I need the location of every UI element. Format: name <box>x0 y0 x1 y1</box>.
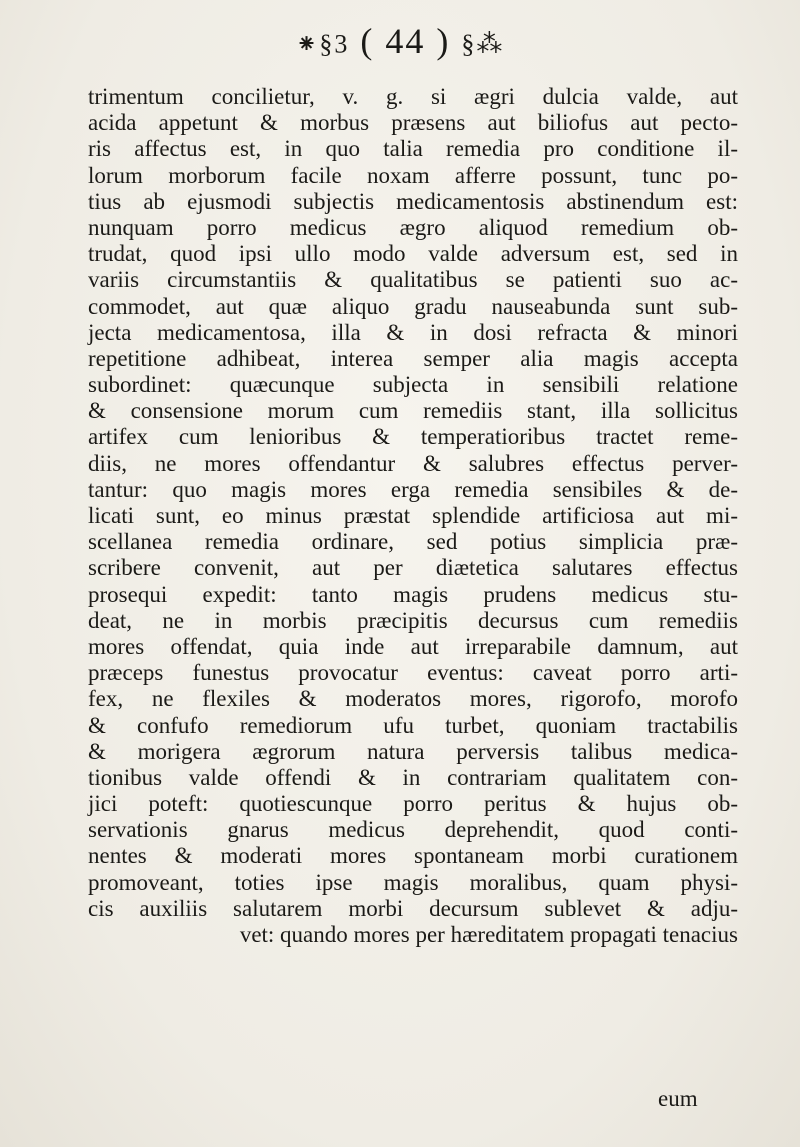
text-line: scribere convenit, aut per diætetica salutares effectus <box>88 555 738 581</box>
text-line: prosequi expedit: tanto magis prudens medicus stu- <box>88 581 738 607</box>
text-line: jecta medicamentosa, illa & in dosi refracta & minori <box>88 319 738 345</box>
text-line: trimentum concilietur, v. g. si ægri dulcia valde, aut <box>88 84 738 109</box>
text-line: subordinet: quæcunque subjecta in sensibili relatione <box>88 372 738 398</box>
left-ornament: ⁕§3 <box>295 29 350 59</box>
text-line: cis auxiliis salutarem morbi decursum sublevet & adju- <box>88 895 738 921</box>
text-line: lorum morborum facile noxam afferre possunt, tunc po- <box>88 162 738 188</box>
text-line: artifex cum lenioribus & temperatioribus tractet reme- <box>88 424 738 450</box>
text-line: tius ab ejusmodi subjectis medicamentosis abstinendum est: <box>88 188 738 214</box>
text-line: & consensione morum cum remediis stant, illa sollicitus <box>88 398 738 424</box>
catchword: eum <box>658 1086 698 1111</box>
text-line: deat, ne in morbis præcipitis decursus cum remediis <box>88 607 738 633</box>
text-line: mores offendat, quia inde aut irreparabile damnum, aut <box>88 633 738 659</box>
text-line: nentes & moderati mores spontaneam morbi curationem <box>88 843 738 869</box>
text-line: scellanea remedia ordinare, sed potius simplicia præ- <box>88 529 738 555</box>
text-line: licati sunt, eo minus præstat splendide artificiosa aut mi- <box>88 503 738 528</box>
text-line: & morigera ægrorum natura perversis talibus medica- <box>88 738 738 764</box>
text-line: jici poteft: quotiescunque porro peritus & hujus ob- <box>88 791 738 817</box>
text-line: tantur: quo magis mores erga remedia sensibiles & de- <box>88 476 738 502</box>
text-line: promoveant, toties ipse magis moralibus, quam physi- <box>88 869 738 895</box>
text-line: variis circumstantiis & qualitatibus se patienti suo ac- <box>88 267 738 293</box>
text-line: acida appetunt & morbus præsens aut biliofus aut pecto- <box>88 110 738 136</box>
right-ornament: §⁂ <box>461 29 505 59</box>
text-line: præceps funestus provocatur eventus: caveat porro arti- <box>88 660 738 686</box>
text-line: trudat, quod ipsi ullo modo valde adversum est, sed in <box>88 241 738 267</box>
page-number: ( 44 ) <box>360 21 451 61</box>
text-line: ris affectus est, in quo talia remedia pro conditione il- <box>88 136 738 162</box>
text-line: vet: quando mores per hæreditatem propagati tenacius <box>239 922 738 947</box>
text-line: commodet, aut quæ aliquo gradu nauseabunda sunt sub- <box>88 293 738 319</box>
body-text <box>88 84 738 948</box>
text-line: diis, ne mores offendantur & salubres effectus perver- <box>88 450 738 476</box>
page-header <box>0 20 800 62</box>
text-line: & confufo remediorum ufu turbet, quoniam tractabilis <box>88 712 738 738</box>
text-line: nunquam porro medicus ægro aliquod remedium ob- <box>88 214 738 240</box>
text-line: tionibus valde offendi & in contrariam qualitatem con- <box>88 764 738 790</box>
text-line: servationis gnarus medicus deprehendit, quod conti- <box>88 817 738 843</box>
text-line: repetitione adhibeat, interea semper alia magis accepta <box>88 345 738 371</box>
text-line: fex, ne flexiles & moderatos mores, rigorofo, morofo <box>88 686 738 712</box>
